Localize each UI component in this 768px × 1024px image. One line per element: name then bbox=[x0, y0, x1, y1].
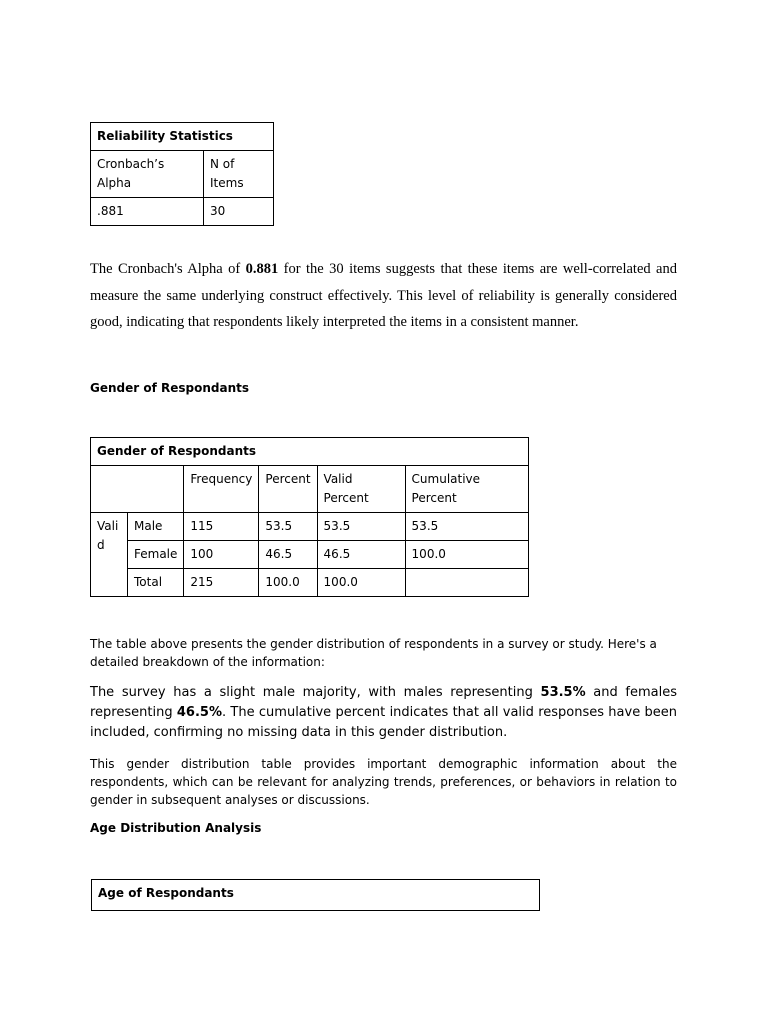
age-table-title: Age of Respondants bbox=[92, 880, 540, 911]
reliability-table bbox=[90, 122, 274, 226]
gender-table-title: Gender of Respondants bbox=[91, 438, 529, 466]
gender-summary-paragraph: The survey has a slight male majority, with males representing 53.5% and females representing 46.5%. The cumulative percent indicates that all valid responses have been included, confirming no missing data in this gender distribution. bbox=[90, 685, 678, 740]
alpha-bold: 0.881 bbox=[245, 261, 279, 277]
table-row: Valid Male 115 53.5 53.5 53.5 bbox=[91, 513, 529, 541]
reliability-title: Reliability Statistics bbox=[91, 123, 274, 151]
alpha-value: .881 bbox=[91, 198, 204, 226]
table-row: Female 100 46.5 46.5 100.0 bbox=[91, 541, 529, 569]
gender-relevance-paragraph: This gender distribution table provides important demographic information about the respondents, which can be relevant for analyzing trends, preferences, or behaviors in relation to gender in subsequent analyses or discussions. bbox=[90, 757, 677, 807]
gender-heading: Gender of Respondants bbox=[90, 381, 250, 395]
percent-header: Percent bbox=[259, 466, 317, 513]
row-label: Male bbox=[128, 513, 184, 541]
reliability-paragraph: The Cronbach's Alpha of 0.881 for the 30 items suggests that these items are well-correlated and measure the same underlying construct effectively. This level of reliability is generally considered good, indicating that respondents likely interpreted the items in a consistent manner. bbox=[90, 261, 677, 330]
table-row: Total 215 100.0 100.0 bbox=[91, 569, 529, 597]
age-heading: Age Distribution Analysis bbox=[90, 821, 262, 835]
gender-table bbox=[90, 437, 529, 597]
row-label: Female bbox=[128, 541, 184, 569]
row-label: Total bbox=[128, 569, 184, 597]
cumulative-percent-header: Cumulative Percent bbox=[405, 466, 528, 513]
table-intro-paragraph: The table above presents the gender distribution of respondents in a survey or study. Here's a detailed breakdown of the information: bbox=[90, 637, 657, 669]
valid-label: Valid bbox=[91, 513, 128, 597]
n-of-items-header: N of Items bbox=[204, 151, 274, 198]
valid-percent-header: Valid Percent bbox=[317, 466, 405, 513]
cronbach-alpha-header: Cronbach’s Alpha bbox=[91, 151, 204, 198]
n-items-value: 30 bbox=[204, 198, 274, 226]
frequency-header: Frequency bbox=[184, 466, 259, 513]
age-table bbox=[91, 879, 540, 911]
